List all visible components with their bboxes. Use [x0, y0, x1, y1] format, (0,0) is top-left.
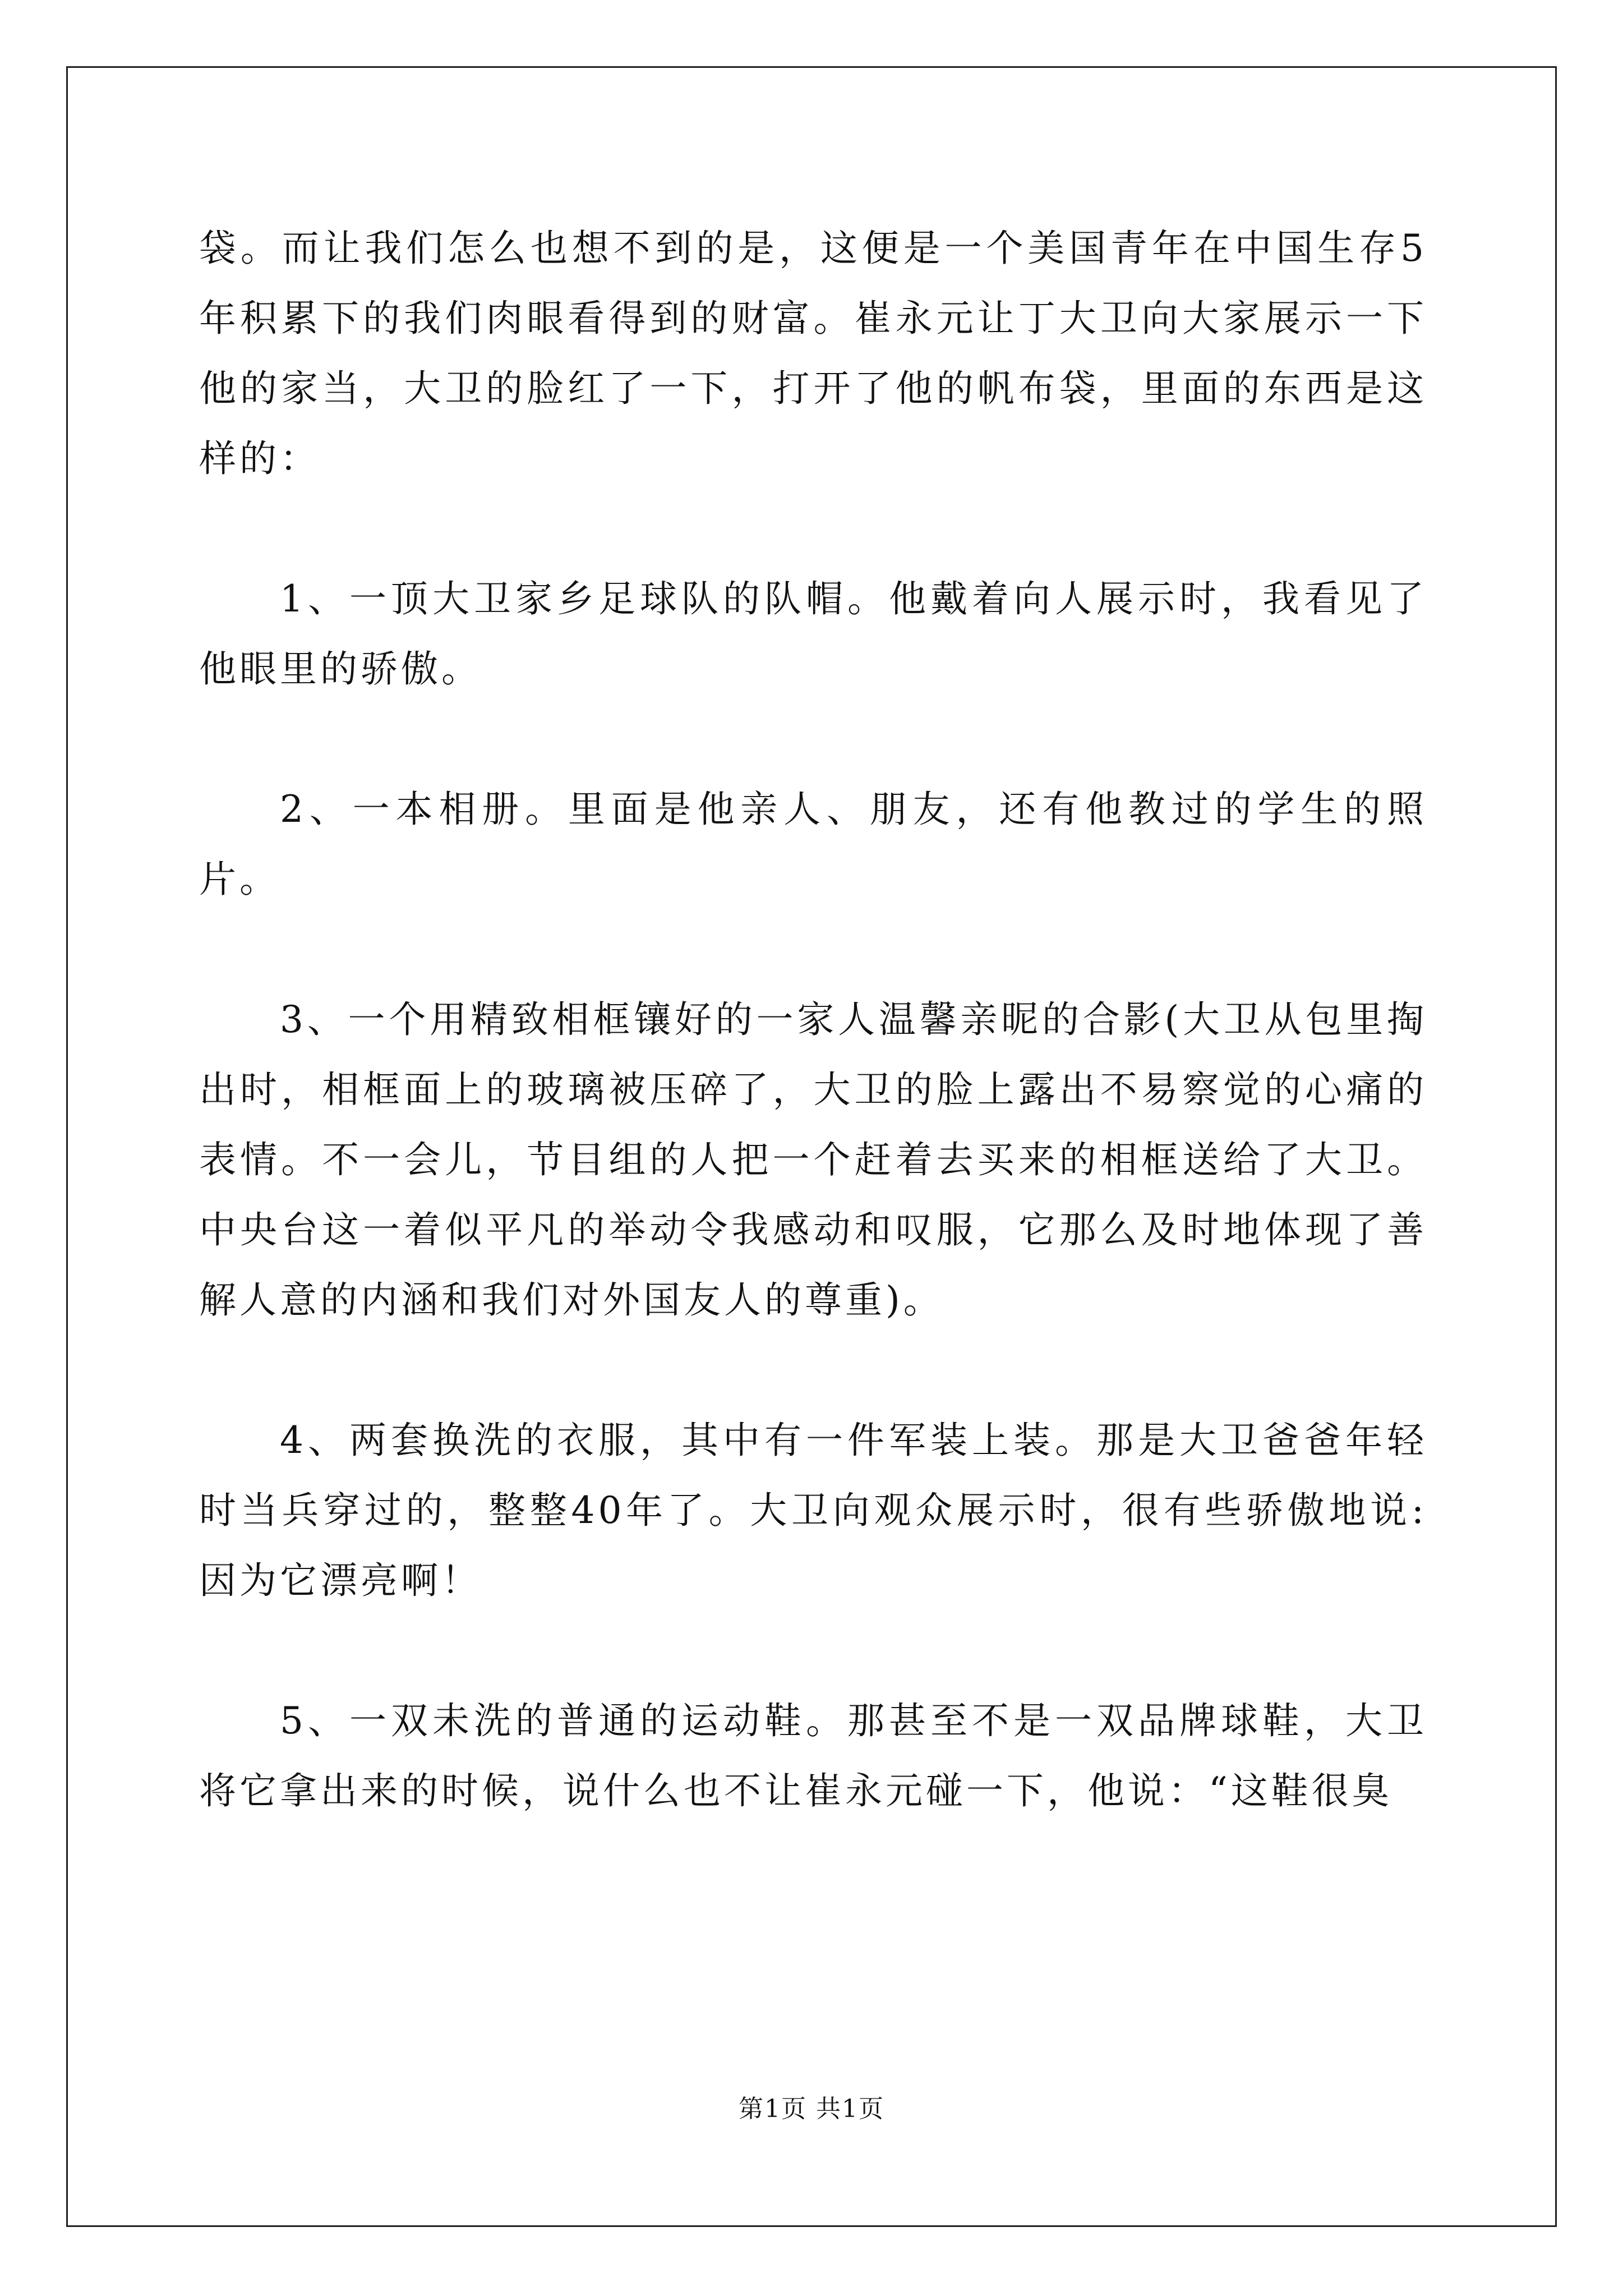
paragraph-6: 5、一双未洗的普通的运动鞋。那甚至不是一双品牌球鞋，大卫将它拿出来的时候，说什么也不让崔永元碰一下，他说：“这鞋很臭 — [199, 1699, 1427, 1812]
paragraph-5: 4、两套换洗的衣服，其中有一件军装上装。那是大卫爸爸年轻时当兵穿过的，整整40年了。大卫向观众展示时，很有些骄傲地说:因为它漂亮啊！ — [199, 1419, 1427, 1602]
paragraph-3: 2、一本相册。里面是他亲人、朋友，还有他教过的学生的照片。 — [199, 788, 1427, 901]
paragraph-1: 袋。而让我们怎么也想不到的是，这便是一个美国青年在中国生存5年积累下的我们肉眼看得到的财富。崔永元让丁大卫向大家展示一下他的家当，大卫的脸红了一下，打开了他的帆布袋，里面的东西是这样的： — [199, 227, 1427, 480]
paragraph-2: 1、一顶大卫家乡足球队的队帽。他戴着向人展示时，我看见了他眼里的骄傲。 — [199, 577, 1427, 691]
paragraph-4: 3、一个用精致相框镶好的一家人温馨亲昵的合影(大卫从包里掏出时，相框面上的玻璃被压碎了，大卫的脸上露出不易察觉的心痛的表情。不一会儿，节目组的人把一个赶着去买来的相框送给了大卫。中央台这一着似平凡的举动令我感动和叹服，它那么及时地体现了善解人意的内涵和我们对外国友人的尊重)。 — [199, 998, 1427, 1322]
document-body — [199, 213, 1427, 1896]
page-number-footer: 第1页 共1页 — [739, 2095, 884, 2123]
